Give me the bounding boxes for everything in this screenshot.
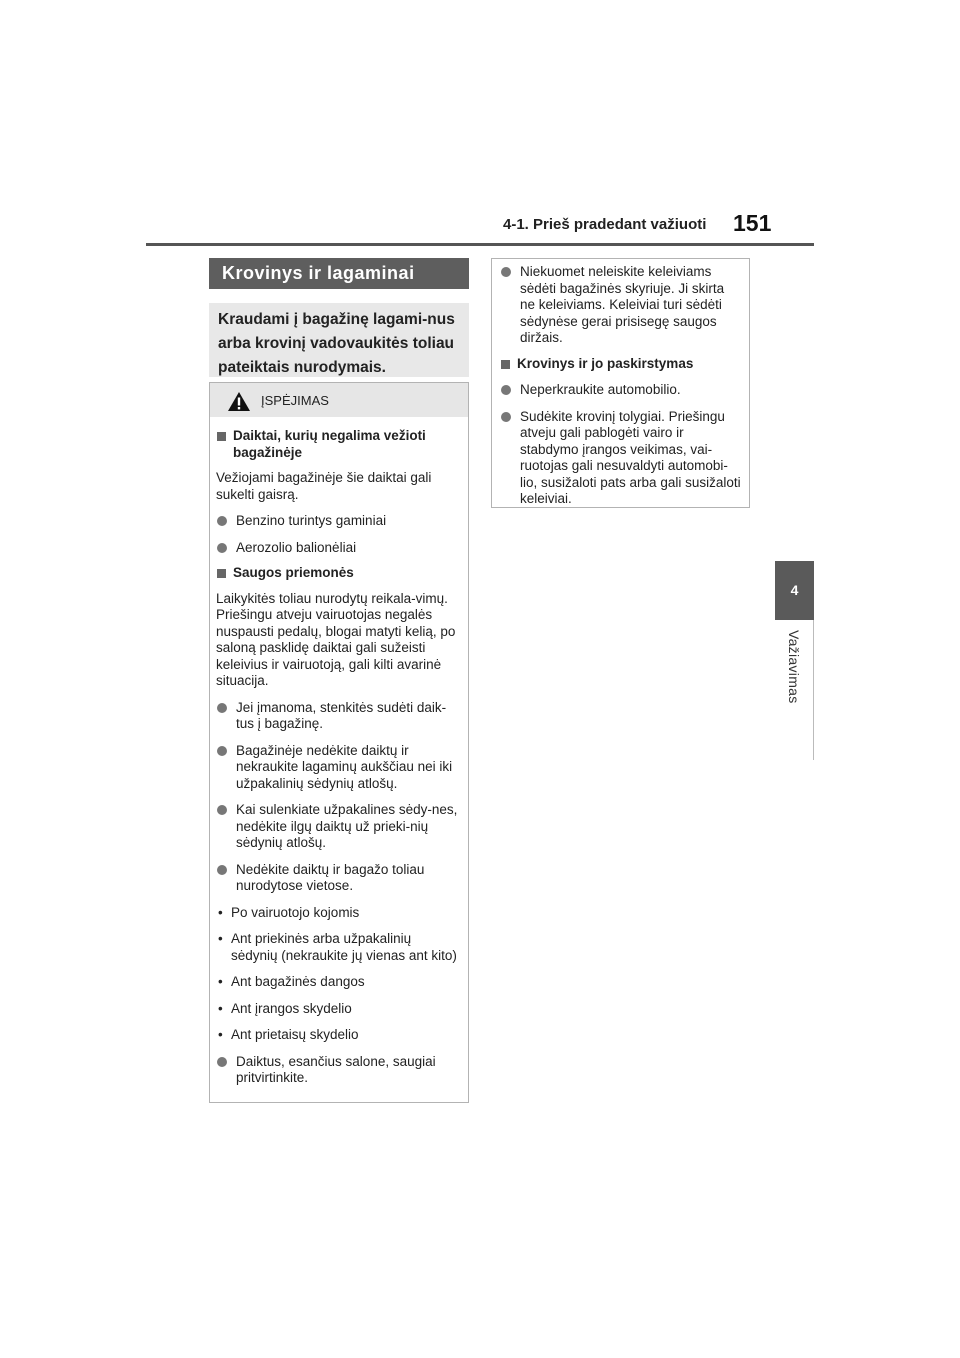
right-heading-1: Krovinys ir jo paskirstymas <box>500 356 742 373</box>
warning-dash-2: • Ant priekinės arba užpakalinių sėdynių (nekraukite jų vienas ant kito) <box>218 931 457 963</box>
right-bullet-2: Neperkraukite automobilio. <box>500 382 742 399</box>
warning-heading-1: Daiktai, kurių negalima vežioti bagažinėje <box>216 428 461 461</box>
chapter-tab-line <box>813 620 814 760</box>
header-section-title: 4-1. Prieš pradedant važiuoti <box>503 216 707 233</box>
warning-dash-5: • Ant prietaisų skydelio <box>218 1027 359 1042</box>
circle-bullet-icon <box>501 267 511 277</box>
chapter-tab: 4 <box>775 561 814 620</box>
warning-header <box>210 383 468 417</box>
warning-bullet-4: Bagažinėje nedėkite daiktų ir nekraukite lagaminų aukščiau nei iki užpakalinių sėdynių atlošų. <box>216 743 461 793</box>
square-bullet-icon <box>501 360 510 369</box>
warning-label: ĮSPĖJIMAS <box>261 393 329 408</box>
circle-bullet-icon <box>501 412 511 422</box>
warning-icon <box>227 391 251 412</box>
warning-bullet-5: Kai sulenkiate užpakalines sėdy-nes, nedėkite ilgų daiktų už prieki-nių sėdynių atlošų. <box>216 802 461 852</box>
square-bullet-icon <box>217 432 226 441</box>
right-bullet-1: Niekuomet neleiskite keleiviams sėdėti bagažinės skyriuje. Ji skirta ne keleiviams. Keleiviai turi sėdėti sėdynėse gerai prisisegę saugos diržais. <box>500 264 742 347</box>
page-number: 151 <box>733 210 772 236</box>
intro-box <box>209 303 469 377</box>
warning-paragraph-2: Laikykitės toliau nurodytų reikala-vimų. Priešingu atveju vairuotojas negalės nuspausti pedalų, blogai matyti kelią, po saloną pasklidę daiktai gali sužeisti keleivius ir vairuotoją, gali kilti avarinė situacija. <box>216 590 456 688</box>
warning-bullet-6: Nedėkite daiktų ir bagažo toliau nurodytose vietose. <box>216 862 461 895</box>
circle-bullet-icon <box>217 805 227 815</box>
circle-bullet-icon <box>217 516 227 526</box>
chapter-label: Važiavimas <box>786 630 802 704</box>
circle-bullet-icon <box>217 865 227 875</box>
circle-bullet-icon <box>217 746 227 756</box>
warning-heading-2: Saugos priemonės <box>216 565 461 582</box>
warning-box <box>209 382 469 1103</box>
intro-text: Kraudami į bagažinę lagami-nus arba krovinį vadovaukitės toliau pateiktais nurodymais. <box>218 311 455 376</box>
section-title: Krovinys ir lagaminai <box>209 258 469 289</box>
warning-paragraph-1: Vežiojami bagažinėje šie daiktai gali sukelti gaisrą. <box>216 470 432 502</box>
warning-bullet-3: Jei įmanoma, stenkitės sudėti daik-tus į bagažinę. <box>216 700 461 733</box>
right-bullet-3: Sudėkite krovinį tolygiai. Priešingu atveju gali pablogėti vairo ir stabdymo įrangos veikimas, vai-ruotojas gali nesuvaldyti automobi-lio, susižaloti pats arba gali susižaloti keleiviai. <box>500 409 742 508</box>
header-rule <box>146 243 814 246</box>
right-warning-continued <box>491 258 750 508</box>
warning-dash-3: • Ant bagažinės dangos <box>218 974 365 989</box>
warning-bullet-2: Aerozolio balionėliai <box>216 540 461 557</box>
circle-bullet-icon <box>501 385 511 395</box>
circle-bullet-icon <box>217 703 227 713</box>
warning-bullet-7: Daiktus, esančius salone, saugiai pritvirtinkite. <box>216 1054 461 1087</box>
warning-dash-1: • Po vairuotojo kojomis <box>218 904 360 920</box>
circle-bullet-icon <box>217 1057 227 1067</box>
warning-bullet-1: Benzino turintys gaminiai <box>216 513 461 530</box>
warning-dash-4: • Ant įrangos skydelio <box>218 1000 352 1016</box>
circle-bullet-icon <box>217 543 227 553</box>
square-bullet-icon <box>217 569 226 578</box>
warning-body <box>210 417 468 1087</box>
